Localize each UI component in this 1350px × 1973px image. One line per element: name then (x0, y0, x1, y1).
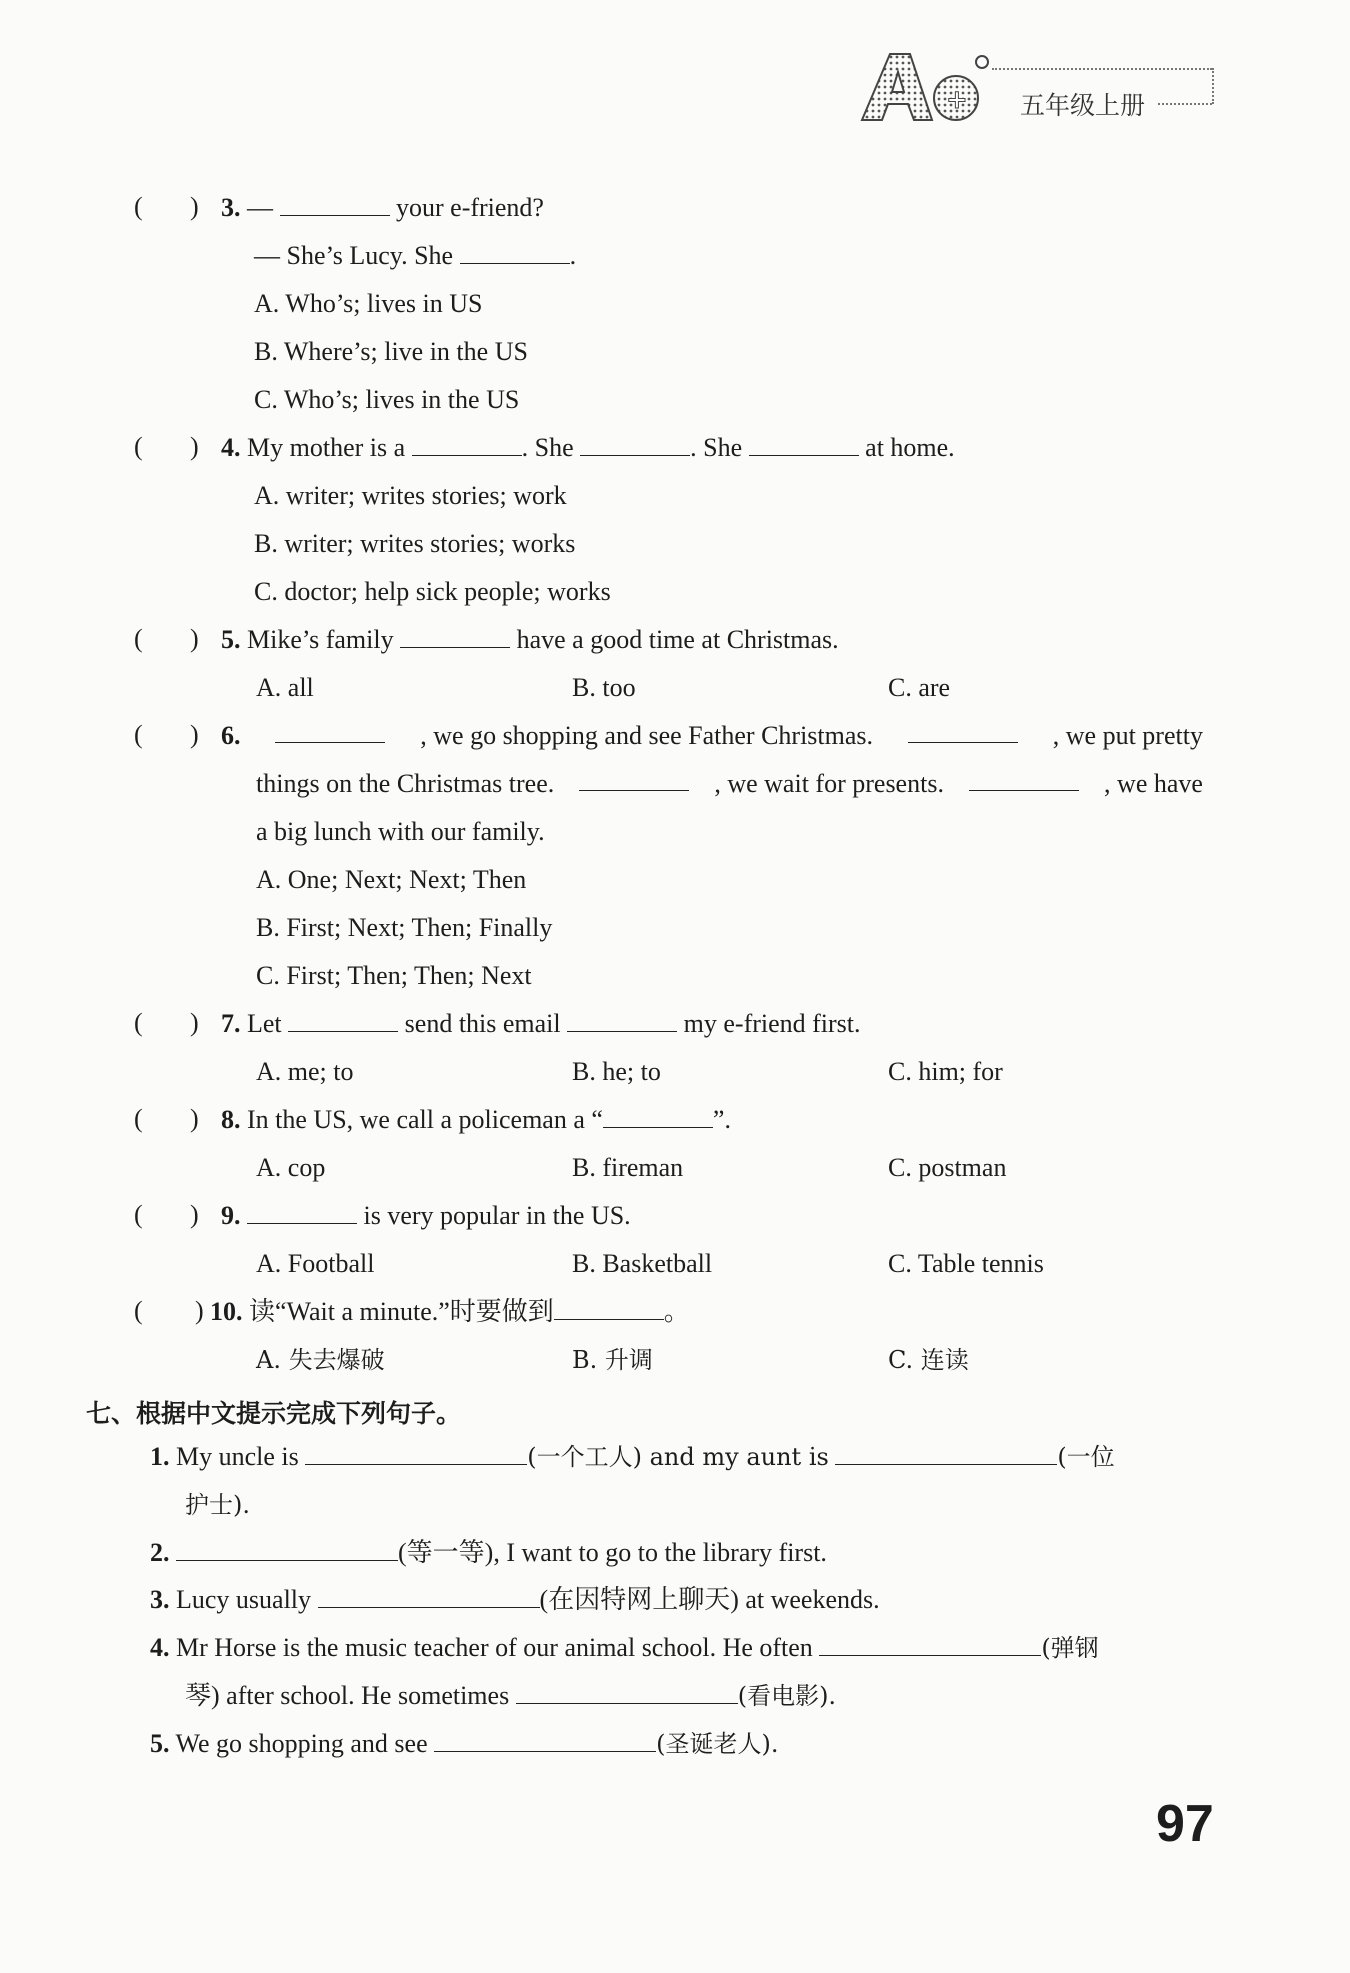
logo-plus-glyph: + (946, 85, 968, 115)
question-number: 7. (221, 1009, 241, 1038)
answer-blank[interactable] (247, 1201, 357, 1224)
header-dotted-rule (1158, 103, 1212, 105)
header-dotted-rule (992, 68, 1212, 70)
a-plus-logo (852, 48, 1002, 126)
item-number: 4. (150, 1633, 170, 1662)
answer-blank[interactable] (280, 193, 390, 216)
answer-blank[interactable] (305, 1442, 527, 1465)
answer-blank[interactable] (318, 1585, 540, 1608)
option-b: B. Basketball (572, 1249, 713, 1278)
option-b: B. too (572, 673, 636, 702)
question-9: 9. is very popular in the US. (221, 1201, 631, 1230)
question-number: 5. (221, 625, 241, 654)
sentence-4-line-2: 琴) after school. He sometimes (看电影). (185, 1681, 837, 1710)
option-a: A. One; Next; Next; Then (256, 865, 527, 894)
option-c: C. First; Then; Then; Next (256, 961, 532, 990)
answer-blank[interactable] (908, 720, 1018, 743)
option-a: A. 失去爆破 (256, 1346, 385, 1374)
answer-paren-open: ( (134, 192, 143, 221)
option-b: B. writer; writes stories; works (254, 529, 576, 558)
answer-blank[interactable] (603, 1105, 713, 1128)
sentence-4: 4. Mr Horse is the music teacher of our animal school. He often (弹钢 (150, 1633, 1099, 1662)
answer-blank[interactable] (554, 1297, 664, 1320)
question-number: 9. (221, 1201, 241, 1230)
item-number: 2. (150, 1538, 170, 1567)
question-number: 10. (210, 1297, 243, 1326)
question-5: 5. Mike’s family have a good time at Christmas. (221, 625, 839, 654)
answer-blank[interactable] (434, 1729, 656, 1752)
header-dotted-rule (1212, 68, 1214, 104)
answer-paren-open: ( (134, 1200, 143, 1229)
sentence-2: 2. (等一等), I want to go to the library first. (150, 1538, 827, 1567)
answer-paren-close: ) (190, 432, 199, 461)
answer-blank[interactable] (835, 1442, 1057, 1465)
option-a: A. cop (256, 1153, 326, 1182)
answer-blank[interactable] (819, 1633, 1041, 1656)
answer-blank[interactable] (275, 720, 385, 743)
answer-blank[interactable] (400, 625, 510, 648)
question-number: 3. (221, 193, 241, 222)
question-8: 8. In the US, we call a policeman a “ ”. (221, 1105, 731, 1134)
page-number: 97 (1156, 1795, 1214, 1853)
answer-paren-open: ( (134, 624, 143, 653)
answer-blank[interactable] (412, 433, 522, 456)
question-7: 7. Let send this email my e-friend first. (221, 1009, 861, 1038)
option-c: C. Table tennis (888, 1249, 1044, 1278)
sentence-3: 3. Lucy usually (在因特网上聊天) at weekends. (150, 1585, 880, 1614)
grade-label: 五年级上册 (1020, 91, 1146, 120)
question-number: 6. (221, 721, 241, 750)
option-b: B. fireman (572, 1153, 684, 1182)
question-number: 4. (221, 433, 241, 462)
answer-blank[interactable] (969, 768, 1079, 791)
option-c: C. 连读 (888, 1346, 969, 1374)
answer-paren-open: ( (134, 1296, 143, 1325)
question-6-line-3: a big lunch with our family. (256, 817, 545, 846)
answer-paren-close: ) (195, 1296, 204, 1325)
option-c: C. doctor; help sick people; works (254, 577, 611, 606)
sentence-1-line-2: 护士). (185, 1491, 250, 1519)
answer-paren-close: ) (190, 1008, 199, 1037)
answer-blank[interactable] (749, 433, 859, 456)
section-7-title: 七、根据中文提示完成下列句子。 (86, 1399, 462, 1428)
answer-blank[interactable] (567, 1009, 677, 1032)
item-number: 1. (150, 1442, 170, 1471)
item-number: 5. (150, 1729, 170, 1758)
answer-paren-open: ( (134, 1008, 143, 1037)
option-a: A. all (256, 673, 314, 702)
question-10: 10. 读“Wait a minute.”时要做到 。 (210, 1297, 690, 1326)
answer-paren-close: ) (190, 192, 199, 221)
answer-blank[interactable] (460, 241, 570, 264)
option-a: A. me; to (256, 1057, 354, 1086)
answer-paren-open: ( (134, 720, 143, 749)
answer-paren-close: ) (190, 1104, 199, 1133)
option-a: A. writer; writes stories; work (254, 481, 567, 510)
item-number: 3. (150, 1585, 170, 1614)
option-c: C. are (888, 673, 951, 702)
question-3: 3. — your e-friend? (221, 193, 544, 222)
question-6: 6. , we go shopping and see Father Christmas. , we put pretty (221, 721, 1203, 750)
answer-blank[interactable] (288, 1009, 398, 1032)
sentence-5: 5. We go shopping and see (圣诞老人). (150, 1729, 779, 1758)
option-b: B. First; Next; Then; Finally (256, 913, 553, 942)
question-3-line-2: — She’s Lucy. She . (254, 241, 577, 270)
question-4: 4. My mother is a . She . She at home. (221, 433, 955, 462)
answer-paren-open: ( (134, 1104, 143, 1133)
option-a: A. Football (256, 1249, 375, 1278)
option-b: B. 升调 (572, 1346, 653, 1374)
question-6-line-2: things on the Christmas tree. , we wait for presents. , we have (256, 769, 1203, 798)
answer-blank[interactable] (579, 768, 689, 791)
question-number: 8. (221, 1105, 241, 1134)
answer-paren-close: ) (190, 1200, 199, 1229)
option-c: C. him; for (888, 1057, 1003, 1086)
answer-blank[interactable] (516, 1681, 738, 1704)
option-a: A. Who’s; lives in US (254, 289, 483, 318)
option-b: B. he; to (572, 1057, 661, 1086)
answer-blank[interactable] (580, 433, 690, 456)
answer-paren-close: ) (190, 624, 199, 653)
sentence-1: 1. My uncle is (一个工人) and my aunt is (一位 (150, 1442, 1115, 1471)
answer-paren-close: ) (190, 720, 199, 749)
answer-blank[interactable] (176, 1538, 398, 1561)
option-c: C. Who’s; lives in the US (254, 385, 520, 414)
option-b: B. Where’s; live in the US (254, 337, 528, 366)
option-c: C. postman (888, 1153, 1007, 1182)
answer-paren-open: ( (134, 432, 143, 461)
